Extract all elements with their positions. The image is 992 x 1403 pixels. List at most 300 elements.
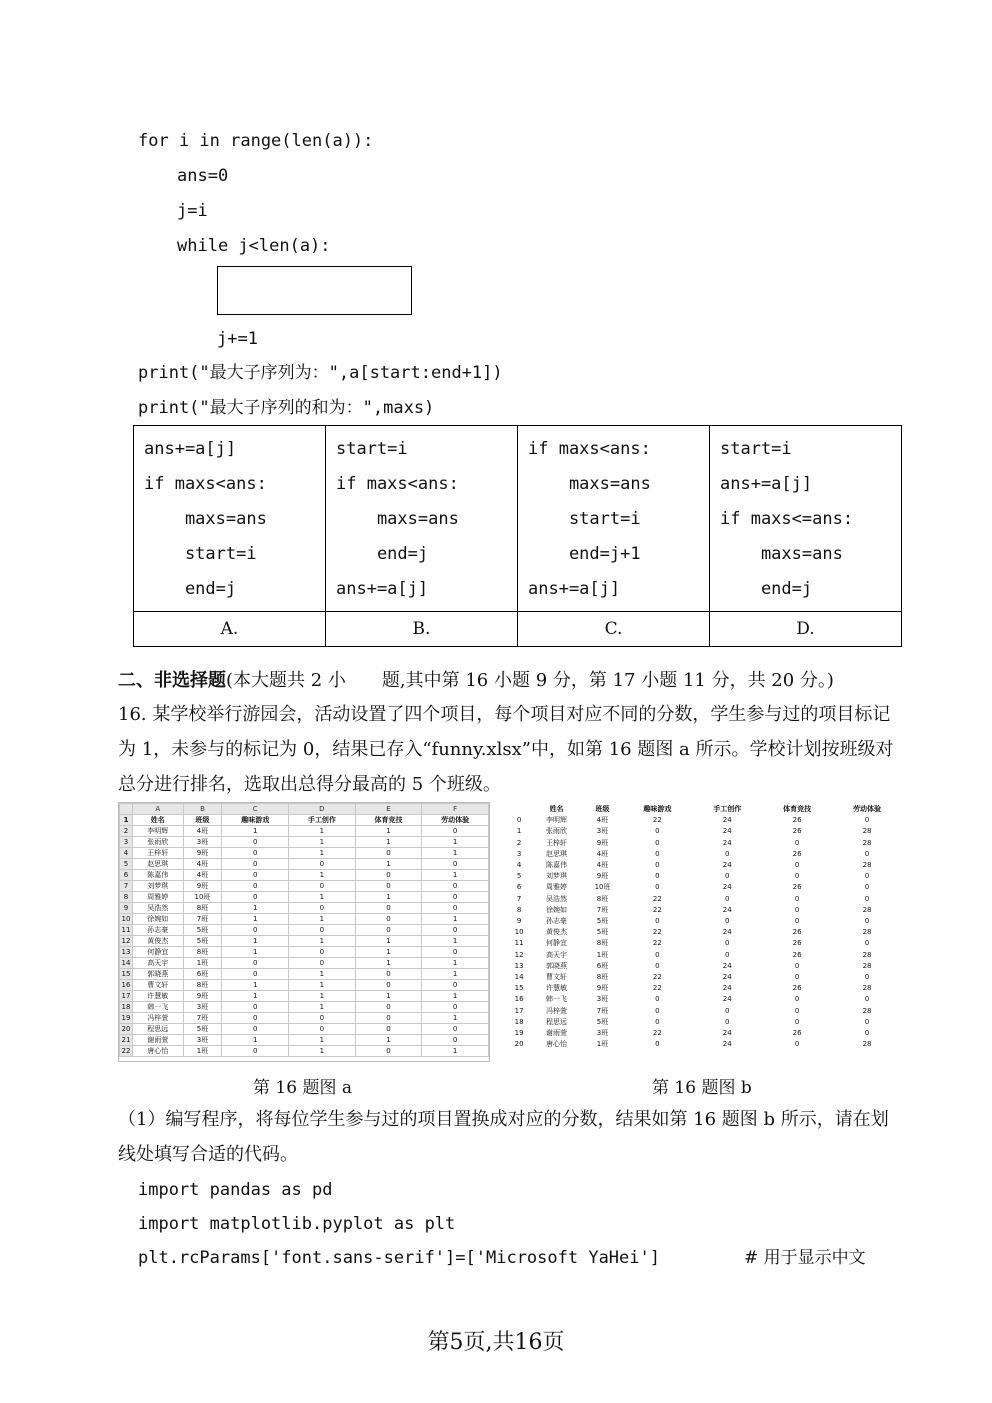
table-cell: 1 xyxy=(355,936,422,947)
column-letter-header: A xyxy=(133,804,184,815)
code-line: while j<len(a): xyxy=(177,236,331,256)
table-cell: 24 xyxy=(722,905,732,914)
row-number: 6 xyxy=(120,870,133,881)
header-cell: 班级 xyxy=(183,815,222,826)
code-line: start=i xyxy=(144,544,257,564)
table-cell: 王梓轩 xyxy=(133,848,184,859)
table-cell: 曹文轩 xyxy=(545,973,567,982)
table-row xyxy=(508,905,902,916)
table-cell: 1 xyxy=(422,969,489,980)
row-number: 14 xyxy=(120,958,133,969)
table-cell: 22 xyxy=(652,984,662,993)
table-cell: 28 xyxy=(862,984,872,993)
table-cell: 0 xyxy=(355,903,422,914)
table-cell: 3班 xyxy=(596,1029,609,1038)
table-cell: 0 xyxy=(422,892,489,903)
table-cell: 李明辉 xyxy=(545,816,567,825)
table-cell: 26 xyxy=(792,816,802,825)
table-cell: 0 xyxy=(289,925,356,936)
table-cell: 22 xyxy=(652,894,662,903)
table-cell: 程思远 xyxy=(133,1024,184,1035)
table-row xyxy=(120,881,489,892)
code-line: plt.rcParams['font.sans-serif']=['Microsoft YaHei'] xyxy=(138,1248,660,1268)
table-cell: 1 xyxy=(289,892,356,903)
table-cell: 赵思琪 xyxy=(133,859,184,870)
code-line: maxs=ans xyxy=(528,474,651,494)
table-cell: 张雨欣 xyxy=(545,827,567,836)
table-cell: 李明辉 xyxy=(133,826,184,837)
table-cell: 0 xyxy=(864,939,870,948)
row-index: 12 xyxy=(514,950,524,959)
table-cell: 24 xyxy=(722,827,732,836)
table-row xyxy=(508,1006,902,1017)
table-cell: 28 xyxy=(862,928,872,937)
table-cell: 28 xyxy=(862,827,872,836)
table-cell: 1 xyxy=(422,1013,489,1024)
table-cell: 0 xyxy=(864,917,870,926)
code-line: j=i xyxy=(177,201,208,221)
table-row xyxy=(120,1013,489,1024)
table-cell: 26 xyxy=(792,950,802,959)
row-index: 0 xyxy=(516,816,522,825)
table-cell: 0 xyxy=(864,816,870,825)
table-cell: 0 xyxy=(794,995,800,1004)
table-cell: 3班 xyxy=(183,1035,222,1046)
row-index: 20 xyxy=(514,1040,524,1049)
code-line: print("最大子序列的和为：",maxs) xyxy=(138,398,435,418)
table-cell: 1 xyxy=(355,1035,422,1046)
table-cell: 1 xyxy=(289,870,356,881)
header-cell: 姓名 xyxy=(549,805,564,813)
header-cell: 劳动体验 xyxy=(422,815,489,826)
table-cell: 8班 xyxy=(596,939,609,948)
table-cell: 1 xyxy=(222,914,289,925)
table-cell: 0 xyxy=(864,894,870,903)
table-cell: 1 xyxy=(422,914,489,925)
row-number: 21 xyxy=(120,1035,133,1046)
table-cell: 0 xyxy=(422,1024,489,1035)
table-cell: 0 xyxy=(864,1029,870,1038)
table-cell: 1 xyxy=(355,837,422,848)
table-cell: 刘梦琪 xyxy=(133,881,184,892)
table-cell: 周雅婷 xyxy=(545,883,567,892)
header-cell: 体育竞技 xyxy=(783,805,812,813)
table-cell: 0 xyxy=(794,1006,800,1015)
table-cell: 0 xyxy=(222,1046,289,1057)
table-row xyxy=(120,958,489,969)
column-letter-header xyxy=(120,804,133,815)
row-number: 12 xyxy=(120,936,133,947)
table-cell: 24 xyxy=(722,928,732,937)
table-row xyxy=(120,969,489,980)
table-cell: 陈嘉伟 xyxy=(133,870,184,881)
table-cell: 高天宇 xyxy=(133,958,184,969)
option-a-code xyxy=(134,426,326,612)
figure-caption-b: 第 16 题图 b xyxy=(652,1078,752,1098)
row-index: 11 xyxy=(514,939,524,948)
row-index: 1 xyxy=(516,827,522,836)
header-cell: 体育竞技 xyxy=(355,815,422,826)
table-cell: 0 xyxy=(422,1035,489,1046)
table-cell: 0 xyxy=(222,859,289,870)
table-cell: 0 xyxy=(655,1006,660,1015)
row-index: 4 xyxy=(516,861,522,870)
table-row xyxy=(508,927,902,938)
table-cell: 1 xyxy=(289,1002,356,1013)
table-cell: 陈嘉伟 xyxy=(545,861,567,870)
table-cell: 0 xyxy=(222,1002,289,1013)
options-table xyxy=(133,425,902,647)
table-cell: 0 xyxy=(794,905,800,914)
table-row xyxy=(120,1035,489,1046)
table-cell: 0 xyxy=(355,969,422,980)
table-cell: 0 xyxy=(422,826,489,837)
header-cell: 趣味游戏 xyxy=(643,805,672,813)
table-cell: 1 xyxy=(422,870,489,881)
table-cell: 0 xyxy=(725,939,730,948)
table-cell: 0 xyxy=(422,903,489,914)
table-row xyxy=(508,1017,902,1028)
table-row xyxy=(508,1028,902,1039)
header-cell: 手工创作 xyxy=(289,815,356,826)
table-cell: 1 xyxy=(422,936,489,947)
table-cell: 0 xyxy=(725,849,730,858)
table-cell: 24 xyxy=(722,883,732,892)
table-cell: 0 xyxy=(355,914,422,925)
table-cell: 0 xyxy=(422,881,489,892)
table-cell: 6班 xyxy=(183,969,222,980)
table-row xyxy=(508,950,902,961)
table-row xyxy=(120,1024,489,1035)
table-cell: 赵思琪 xyxy=(545,849,567,858)
table-row xyxy=(508,972,902,983)
row-number: 15 xyxy=(120,969,133,980)
table-row xyxy=(120,1046,489,1057)
table-cell: 4班 xyxy=(183,859,222,870)
row-index: 8 xyxy=(516,905,522,914)
table-row xyxy=(120,903,489,914)
row-number: 17 xyxy=(120,991,133,1002)
table-cell: 周雅婷 xyxy=(133,892,184,903)
header-cell: 班级 xyxy=(595,805,610,813)
table-cell: 0 xyxy=(355,925,422,936)
table-cell: 冯梓萱 xyxy=(133,1013,184,1024)
table-cell: 24 xyxy=(722,961,732,970)
table-cell: 9班 xyxy=(183,881,222,892)
header-cell xyxy=(508,804,530,815)
table-cell: 7班 xyxy=(596,1006,609,1015)
dataframe-table xyxy=(508,804,902,1050)
table-cell: 许慧敏 xyxy=(545,984,567,993)
table-row xyxy=(508,994,902,1005)
code-line: start=i xyxy=(336,439,408,459)
table-cell: 0 xyxy=(222,837,289,848)
row-number: 7 xyxy=(120,881,133,892)
table-cell: 0 xyxy=(355,870,422,881)
table-cell: 8班 xyxy=(183,903,222,914)
table-cell: 0 xyxy=(725,917,730,926)
row-number: 5 xyxy=(120,859,133,870)
table-cell: 1班 xyxy=(183,1046,222,1057)
table-cell: 10班 xyxy=(183,892,222,903)
table-cell: 郭晓燕 xyxy=(545,961,567,970)
table-cell: 1 xyxy=(289,1046,356,1057)
table-cell: 1 xyxy=(355,859,422,870)
table-cell: 7班 xyxy=(596,905,609,914)
table-cell: 1 xyxy=(222,991,289,1002)
column-letter-header: E xyxy=(355,804,422,815)
table-cell: 0 xyxy=(794,1040,800,1049)
table-cell: 0 xyxy=(655,961,660,970)
row-index: 18 xyxy=(514,1017,524,1026)
table-cell: 刘梦琪 xyxy=(545,872,567,881)
table-cell: 1班 xyxy=(596,950,609,959)
table-cell: 9班 xyxy=(596,872,609,881)
table-cell: 唐心怡 xyxy=(545,1040,567,1049)
table-row xyxy=(508,815,902,826)
table-cell: 黄俊杰 xyxy=(133,936,184,947)
table-cell: 0 xyxy=(864,1017,870,1026)
table-cell: 0 xyxy=(289,1013,356,1024)
code-line: ans+=a[j] xyxy=(720,474,813,494)
table-row xyxy=(120,892,489,903)
table-cell: 吴浩然 xyxy=(545,894,567,903)
option-b-label: B. xyxy=(326,612,518,647)
table-cell: 0 xyxy=(289,859,356,870)
option-d-code xyxy=(710,426,902,612)
table-cell: 0 xyxy=(222,848,289,859)
table-cell: 4班 xyxy=(183,826,222,837)
row-index: 7 xyxy=(516,894,522,903)
table-cell: 0 xyxy=(794,861,800,870)
table-cell: 0 xyxy=(655,1040,660,1049)
code-line: ans+=a[j] xyxy=(144,439,237,459)
table-cell: 1 xyxy=(422,1046,489,1057)
table-cell: 曹文轩 xyxy=(133,980,184,991)
row-number: 9 xyxy=(120,903,133,914)
option-b-code xyxy=(326,426,518,612)
table-cell: 吴浩然 xyxy=(133,903,184,914)
row-index: 3 xyxy=(516,849,522,858)
table-row xyxy=(120,826,489,837)
code-line: end=j+1 xyxy=(528,544,641,564)
table-cell: 1 xyxy=(289,1035,356,1046)
table-cell: 0 xyxy=(422,947,489,958)
table-cell: 24 xyxy=(722,995,732,1004)
table-cell: 徐婉如 xyxy=(545,905,567,914)
code-line: end=j xyxy=(720,579,813,599)
table-cell: 0 xyxy=(355,1002,422,1013)
table-row xyxy=(120,870,489,881)
table-cell: 5班 xyxy=(596,917,609,926)
table-cell: 0 xyxy=(222,870,289,881)
table-cell: 黄俊杰 xyxy=(545,928,567,937)
table-cell: 10班 xyxy=(594,883,611,892)
table-cell: 1 xyxy=(289,914,356,925)
table-cell: 1 xyxy=(289,991,356,1002)
table-cell: 7班 xyxy=(183,1013,222,1024)
table-row xyxy=(120,859,489,870)
header-cell: 趣味游戏 xyxy=(222,815,289,826)
table-row xyxy=(508,826,902,837)
header-cell: 手工创作 xyxy=(713,805,742,813)
table-cell: 1 xyxy=(222,1035,289,1046)
table-cell: 1 xyxy=(289,826,356,837)
table-cell: 8班 xyxy=(596,973,609,982)
table-cell: 0 xyxy=(794,894,800,903)
table-cell: 4班 xyxy=(596,816,609,825)
table-cell: 0 xyxy=(725,872,730,881)
table-cell: 0 xyxy=(222,925,289,936)
table-cell: 22 xyxy=(652,973,662,982)
code-line: maxs=ans xyxy=(144,509,267,529)
table-cell: 0 xyxy=(794,872,800,881)
table-cell: 0 xyxy=(725,950,730,959)
table-cell: 1 xyxy=(355,947,422,958)
table-cell: 0 xyxy=(355,1013,422,1024)
table-cell: 何静宜 xyxy=(133,947,184,958)
table-cell: 7班 xyxy=(183,914,222,925)
table-cell: 0 xyxy=(864,883,870,892)
table-cell: 0 xyxy=(655,917,660,926)
table-cell: 1 xyxy=(289,969,356,980)
table-cell: 0 xyxy=(222,881,289,892)
column-letter-header: F xyxy=(422,804,489,815)
table-row xyxy=(508,961,902,972)
code-line: ans=0 xyxy=(177,166,229,186)
row-number: 20 xyxy=(120,1024,133,1035)
table-cell: 1 xyxy=(289,848,356,859)
code-comment: # 用于显示中文 xyxy=(744,1248,866,1268)
table-cell: 24 xyxy=(722,816,732,825)
table-cell: 1 xyxy=(222,980,289,991)
table-cell: 王梓轩 xyxy=(545,838,567,847)
table-cell: 8班 xyxy=(183,947,222,958)
table-cell: 0 xyxy=(355,980,422,991)
table-cell: 1 xyxy=(355,991,422,1002)
table-cell: 0 xyxy=(655,872,660,881)
table-row xyxy=(120,914,489,925)
table-cell: 1 xyxy=(422,848,489,859)
table-cell: 24 xyxy=(722,984,732,993)
table-cell: 1 xyxy=(289,980,356,991)
table-cell: 22 xyxy=(652,928,662,937)
table-cell: 0 xyxy=(222,969,289,980)
option-d-label: D. xyxy=(710,612,902,647)
table-cell: 0 xyxy=(655,849,660,858)
table-cell: 4班 xyxy=(183,870,222,881)
table-cell: 1 xyxy=(222,947,289,958)
row-index: 17 xyxy=(514,1006,524,1015)
table-cell: 0 xyxy=(289,881,356,892)
table-cell: 0 xyxy=(422,1002,489,1013)
table-cell: 26 xyxy=(792,883,802,892)
table-row xyxy=(120,980,489,991)
option-a-label: A. xyxy=(134,612,326,647)
table-cell: 冯梓萱 xyxy=(545,1006,567,1015)
table-cell: 孙志豪 xyxy=(133,925,184,936)
table-cell: 5班 xyxy=(183,936,222,947)
table-cell: 5班 xyxy=(183,1024,222,1035)
header-cell: 姓名 xyxy=(133,815,184,826)
table-cell: 26 xyxy=(792,1029,802,1038)
sub-question-1-text: （1）编写程序，将每位学生参与过的项目置换成对应的分数，结果如第 16 题图 b 所示，请在划线处填写合适的代码。 xyxy=(118,1109,889,1165)
column-letter-header: C xyxy=(222,804,289,815)
table-cell: 0 xyxy=(655,995,660,1004)
column-letter-header: D xyxy=(289,804,356,815)
table-row xyxy=(508,938,902,949)
question-16-text: 16. 某学校举行游园会，活动设置了四个项目，每个项目对应不同的分数，学生参与过的项目标记为 1，未参与的标记为 0，结果已存入“funny.xlsx”中，如第 16 题图 a 所示。学校计划按班级对总分进行排名，选取出总得分最高的 5 个班级。 xyxy=(118,704,894,795)
table-cell: 0 xyxy=(222,892,289,903)
table-cell: 1 xyxy=(422,837,489,848)
table-row xyxy=(508,849,902,860)
table-cell: 0 xyxy=(725,894,730,903)
table-cell: 高天宇 xyxy=(545,950,567,959)
row-number: 3 xyxy=(120,837,133,848)
code-line: start=i xyxy=(528,509,641,529)
table-row xyxy=(508,860,902,871)
table-cell: 6班 xyxy=(596,961,609,970)
table-cell: 1 xyxy=(355,958,422,969)
table-cell: 24 xyxy=(722,838,732,847)
table-cell: 1 xyxy=(289,837,356,848)
page-footer: 第5页,共16页 xyxy=(427,1330,565,1355)
code-line: end=j xyxy=(336,544,429,564)
row-number: 4 xyxy=(120,848,133,859)
table-cell: 3班 xyxy=(596,827,609,836)
table-cell: 0 xyxy=(289,1024,356,1035)
table-cell: 8班 xyxy=(596,894,609,903)
table-cell: 1班 xyxy=(596,1040,609,1049)
table-cell: 0 xyxy=(289,947,356,958)
table-cell: 8班 xyxy=(183,980,222,991)
table-row xyxy=(508,894,902,905)
table-cell: 0 xyxy=(422,859,489,870)
table-cell: 0 xyxy=(655,1017,660,1026)
row-index: 16 xyxy=(514,995,524,1004)
table-cell: 1 xyxy=(355,892,422,903)
table-cell: 唐心怡 xyxy=(133,1046,184,1057)
table-cell: 许慧敏 xyxy=(133,991,184,1002)
table-cell: 0 xyxy=(864,973,870,982)
code-line: start=i xyxy=(720,439,792,459)
table-cell: 孙志豪 xyxy=(545,917,567,926)
table-cell: 24 xyxy=(722,1040,732,1049)
table-cell: 0 xyxy=(355,1046,422,1057)
table-cell: 9班 xyxy=(183,991,222,1002)
table-row xyxy=(120,925,489,936)
table-cell: 24 xyxy=(722,1029,732,1038)
table-row xyxy=(120,1002,489,1013)
table-cell: 0 xyxy=(794,1017,800,1026)
table-cell: 3班 xyxy=(183,837,222,848)
table-cell: 9班 xyxy=(596,838,609,847)
table-cell: 0 xyxy=(794,973,800,982)
table-cell: 0 xyxy=(222,1013,289,1024)
table-cell: 1 xyxy=(422,991,489,1002)
table-cell: 郭晓燕 xyxy=(133,969,184,980)
code-line: import matplotlib.pyplot as plt xyxy=(138,1214,456,1234)
code-line: end=j xyxy=(144,579,237,599)
table-cell: 1 xyxy=(222,936,289,947)
table-row xyxy=(120,848,489,859)
table-cell: 谢雨萱 xyxy=(545,1029,567,1038)
table-cell: 0 xyxy=(355,1024,422,1035)
table-cell: 0 xyxy=(655,883,660,892)
section-heading xyxy=(118,663,898,698)
table-cell: 0 xyxy=(289,903,356,914)
table-cell: 0 xyxy=(655,838,660,847)
